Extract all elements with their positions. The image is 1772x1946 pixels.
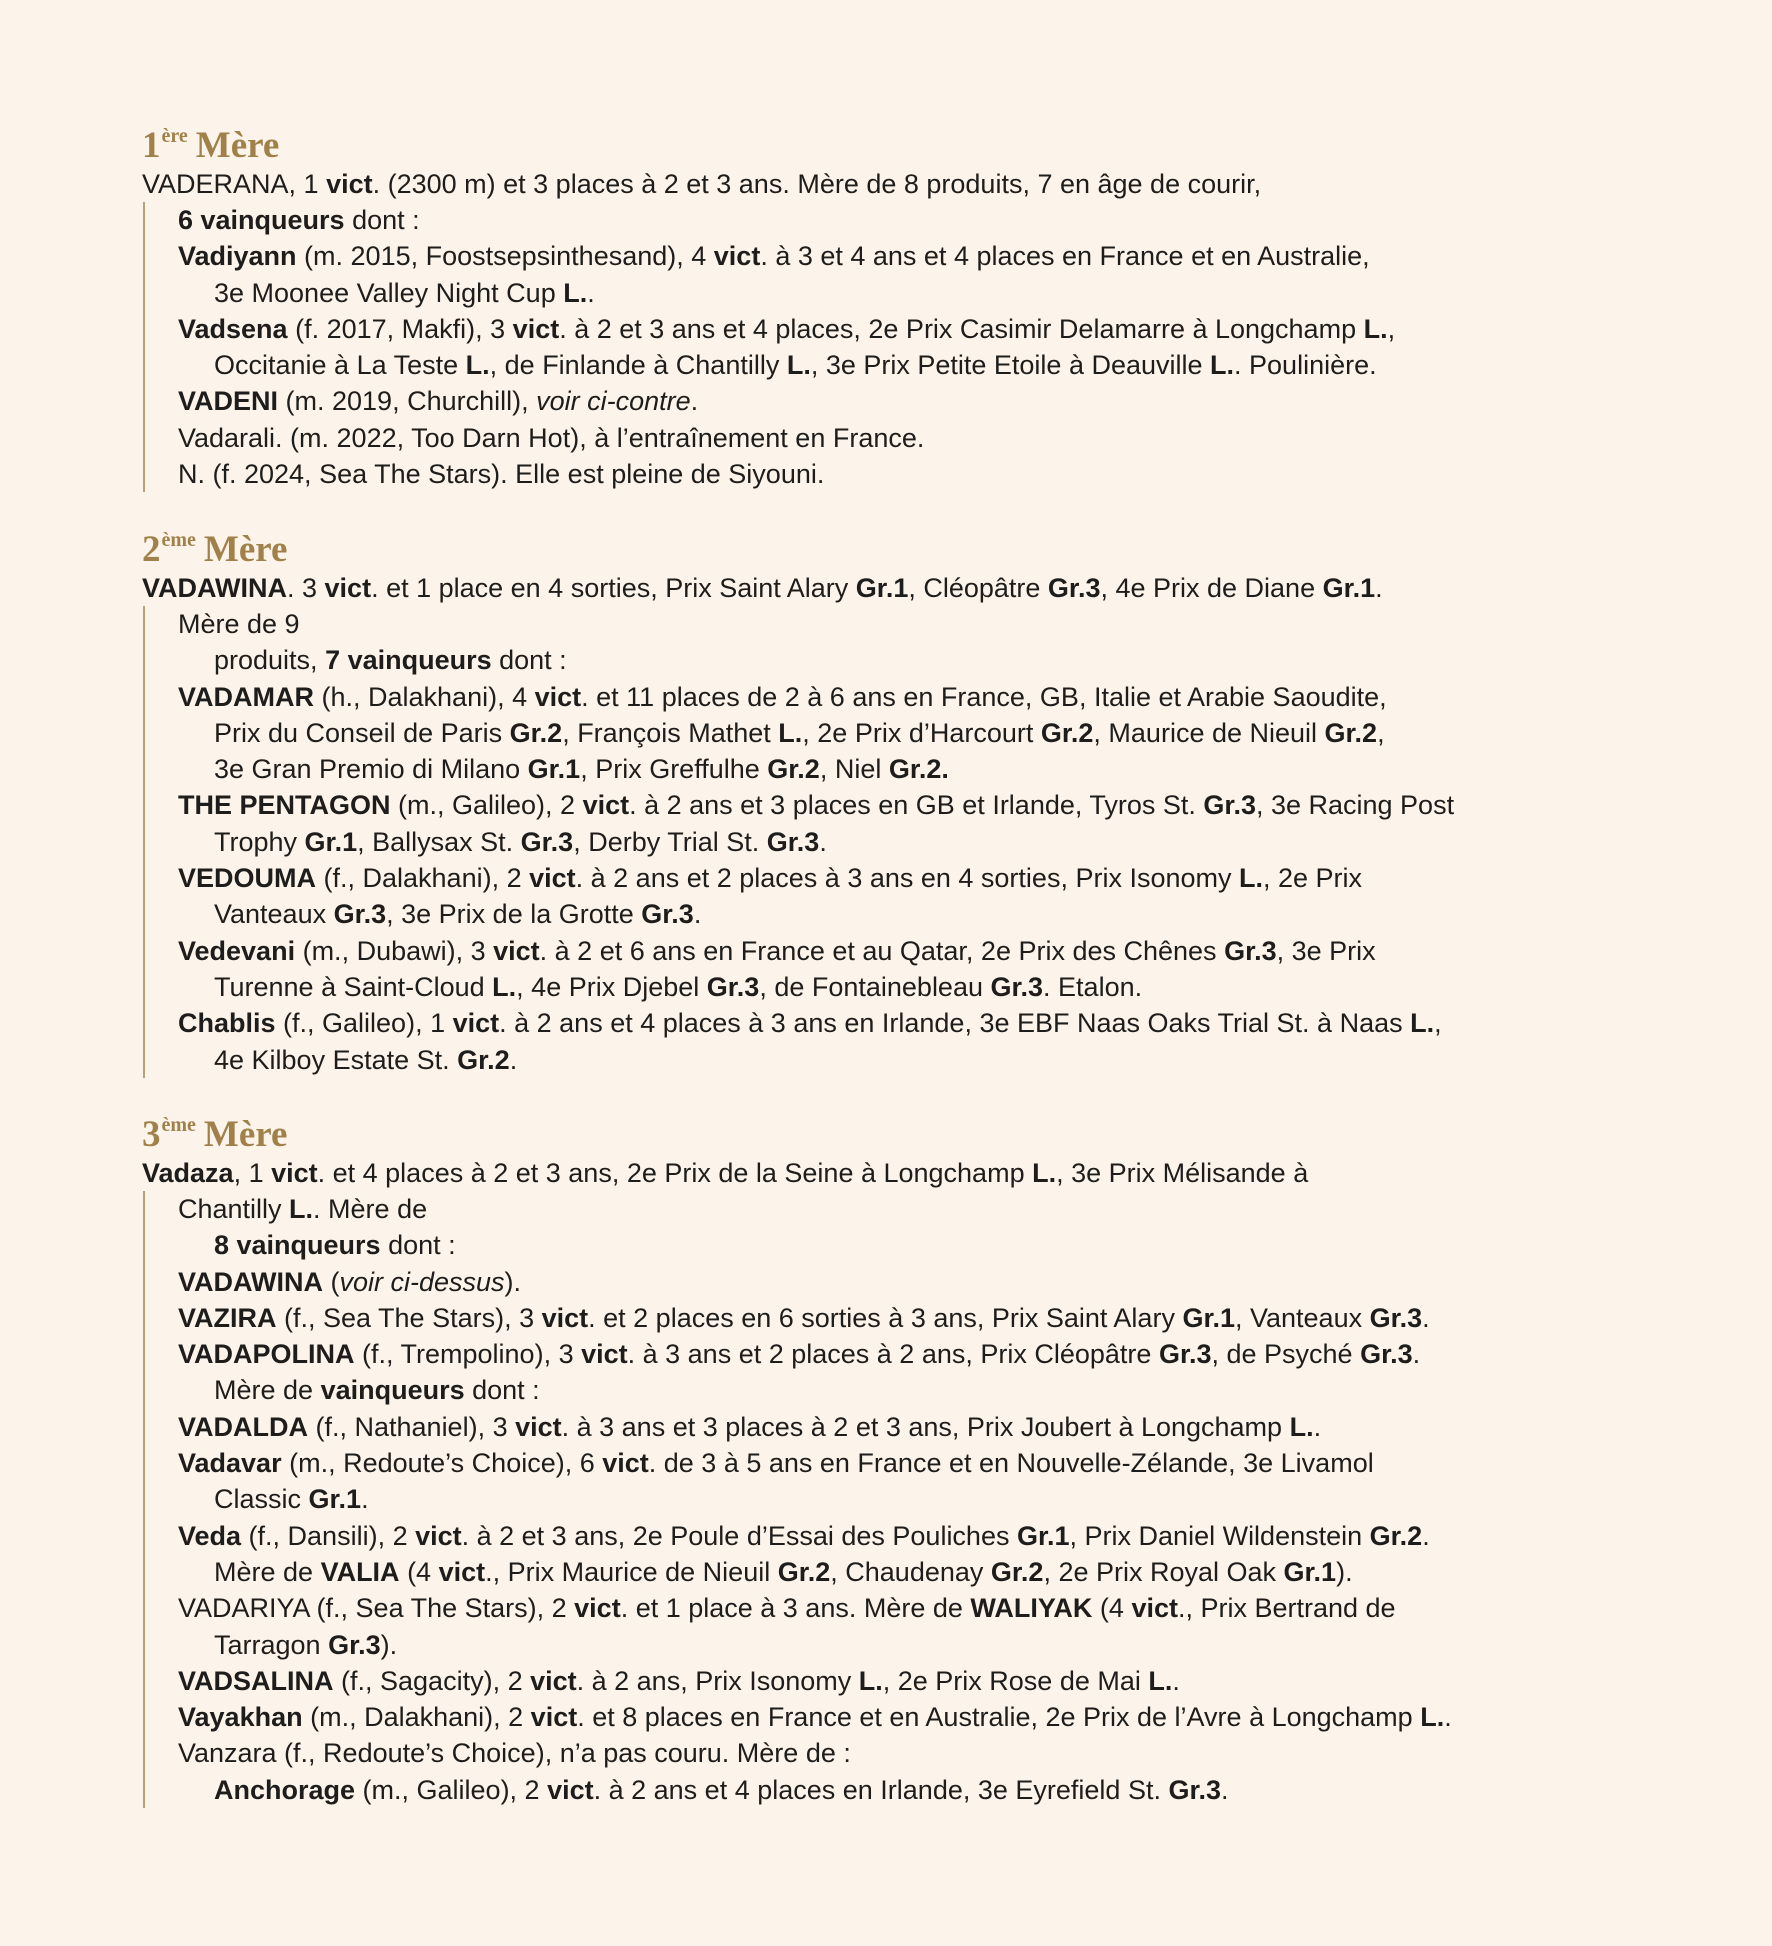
indent-rule [143, 606, 145, 1078]
bold-run: vict [602, 1448, 649, 1479]
entry-line [178, 1445, 1702, 1481]
text-run: Prix du Conseil de Paris [214, 717, 510, 748]
text-run: , [1377, 717, 1385, 748]
bold-run: Gr.2 [509, 717, 563, 748]
text-run: VADERANA, 1 [142, 169, 327, 199]
text-run: , 3e Prix de la Grotte [386, 899, 642, 930]
text-run: . [1221, 1774, 1229, 1805]
bold-run: L. [778, 717, 803, 748]
text-run: . à 2 ans, Prix Isonomy [576, 1665, 859, 1696]
bold-run: Gr.1 [855, 573, 909, 603]
text-run: (m. 2019, Churchill), [278, 386, 537, 417]
bold-run: Gr.3 [328, 1629, 381, 1660]
text-run: (m., Redoute’s Choice), 6 [281, 1448, 603, 1479]
entry-continuation-line [178, 1481, 1702, 1517]
bold-run: Gr.3 [1360, 1339, 1413, 1370]
text-run: dont : [491, 645, 567, 676]
text-run: , Maurice de Nieuil [1093, 717, 1325, 748]
entry-continuation-line [178, 1772, 1702, 1808]
text-run: Turenne à Saint-Cloud [214, 971, 493, 1002]
entry-line [178, 202, 1702, 238]
bold-run: L. [492, 971, 517, 1002]
entry-continuation-line [178, 751, 1702, 787]
text-run: , 3e Racing Post [1255, 790, 1455, 821]
entry-line [178, 1264, 1702, 1300]
text-run: (m., Galileo), 2 [390, 790, 583, 821]
text-run: ., Prix Bertrand de [1177, 1593, 1396, 1624]
bold-run: vict [324, 573, 372, 603]
entry-line [178, 679, 1702, 715]
text-run: VADARIYA (f., Sea The Stars), 2 [178, 1593, 575, 1624]
bold-run: L. [1420, 1702, 1445, 1733]
bold-run: vict [581, 1339, 628, 1370]
text-run: , Chaudenay [830, 1556, 991, 1587]
bold-run: VADAPOLINA [178, 1339, 355, 1370]
bold-run: Gr.1 [304, 826, 358, 857]
text-run: . [690, 386, 699, 417]
bold-run: Gr.3 [1158, 1339, 1212, 1370]
bold-run: vict [515, 1411, 562, 1442]
text-run: . [1422, 1520, 1430, 1551]
entry-line [178, 1336, 1702, 1372]
text-run: . [1422, 1302, 1430, 1333]
text-run: Mère de [214, 1556, 321, 1587]
bold-run: Gr.2 [1324, 717, 1378, 748]
bold-run: Gr.1 [1283, 1556, 1337, 1587]
produce-list [142, 1191, 1702, 1808]
entry-line [178, 383, 1702, 419]
text-run: (f., Dansili), 2 [241, 1520, 416, 1551]
text-run: , Cléopâtre [908, 573, 1048, 603]
text-run: Vadarali. (m. 2022, Too Darn Hot), à l’entraînement en France. [178, 422, 925, 453]
text-run: . et 11 places de 2 à 6 ans en France, GB, Italie et Arabie Saoudite, [581, 681, 1387, 712]
text-run: , 1 [233, 1158, 272, 1188]
indent-rule [143, 1191, 145, 1808]
text-run: ). [1336, 1556, 1353, 1587]
entry-line [178, 1663, 1702, 1699]
entry-continuation-line [178, 1227, 1702, 1263]
bold-run: Gr.3 [1047, 573, 1101, 603]
bold-run: L. [1410, 1008, 1435, 1039]
text-run: dont : [344, 205, 420, 235]
entry-continuation-line [178, 896, 1702, 932]
bold-run: Gr.1 [308, 1484, 362, 1515]
text-run: Trophy [214, 826, 305, 857]
bold-run: Gr.1 [1016, 1520, 1070, 1551]
entry-line [178, 238, 1702, 274]
text-run: ). [380, 1629, 398, 1660]
bold-run: vict [713, 241, 761, 272]
text-run: . [693, 899, 702, 930]
bold-run: Gr.2 [777, 1556, 831, 1587]
text-run: 3e Gran Premio di Milano [214, 754, 528, 785]
bold-run: VAZIRA [178, 1302, 277, 1333]
bold-run: Vadsena [178, 313, 288, 344]
text-run: . 3 [287, 573, 325, 603]
entry-line [178, 787, 1702, 823]
text-run: ). [504, 1266, 522, 1297]
text-run: . [1172, 1665, 1180, 1696]
text-run: . Mère de [313, 1194, 428, 1224]
bold-run: VALIA [320, 1556, 400, 1587]
italic-run: voir ci-dessus [339, 1266, 505, 1297]
text-run: , 4e Prix de Diane [1100, 573, 1323, 603]
text-run: (f. 2017, Makfi), 3 [287, 313, 513, 344]
text-run: . et 4 places à 2 et 3 ans, 2e Prix de la Seine à Longchamp [317, 1158, 1033, 1188]
section-1ere-mere [142, 126, 1702, 492]
entry-line [178, 1005, 1702, 1041]
entry-continuation-line [178, 275, 1702, 311]
bold-run: Gr.2 [1369, 1520, 1423, 1551]
text-run: , [1387, 313, 1396, 344]
text-run: . de 3 à 5 ans en France et en Nouvelle-Zélande, 3e Livamol [648, 1448, 1374, 1479]
text-run: . à 3 ans et 2 places à 2 ans, Prix Cléopâtre [627, 1339, 1159, 1370]
bold-run: L. [1210, 350, 1235, 381]
bold-run: vict [452, 1008, 500, 1039]
text-run: (f., Dalakhani), 2 [316, 863, 530, 894]
bold-run: vict [438, 1556, 486, 1587]
bold-run: Gr.2 [1040, 717, 1094, 748]
italic-run: voir ci-contre [536, 386, 691, 417]
bold-run: vict [574, 1593, 621, 1624]
bold-run: vict [547, 1774, 594, 1805]
text-run: , 2e Prix Royal Oak [1043, 1556, 1284, 1587]
bold-run: L. [858, 1665, 883, 1696]
bold-run: L. [289, 1194, 314, 1224]
entry-continuation-line [178, 1627, 1702, 1663]
entry-line [178, 456, 1702, 492]
text-run: , 3e Prix Mélisande à [1056, 1158, 1309, 1188]
text-run: , Ballysax St. [357, 826, 521, 857]
entry-line [178, 1590, 1702, 1626]
text-run: , 3e Prix Petite Etoile à Deauville [810, 350, 1211, 381]
text-run: . Etalon. [1043, 971, 1143, 1002]
bold-run: Gr.2 [767, 754, 820, 785]
entry-line [178, 1191, 1702, 1227]
bold-run: Gr.2 [457, 1044, 510, 1075]
text-run: , de Psyché [1211, 1339, 1361, 1370]
text-run: , Derby Trial St. [573, 826, 767, 857]
text-run: . à 2 ans et 2 places à 3 ans en 4 sorties, Prix Isonomy [575, 863, 1239, 894]
entry-line [178, 311, 1702, 347]
text-run: . Poulinière. [1234, 350, 1377, 381]
section-heading: 3ème Mère [142, 1114, 288, 1155]
section-2eme-mere [142, 530, 1702, 1078]
text-run: ., Prix Maurice de Nieuil [485, 1556, 778, 1587]
bold-run: Gr.1 [1322, 573, 1376, 603]
bold-run: vict [534, 681, 582, 712]
text-run: . à 3 et 4 ans et 4 places en France et en Australie, [760, 241, 1370, 272]
text-run: (m. 2015, Foostsepsinthesand), 4 [296, 241, 714, 272]
bold-run: Gr.3 [520, 826, 574, 857]
text-run: , 4e Prix Djebel [516, 971, 707, 1002]
bold-run: Gr.1 [1182, 1302, 1235, 1333]
text-run: . [1412, 1339, 1421, 1370]
bold-run: vainqueurs [320, 1375, 465, 1406]
text-run: 4e Kilboy Estate St. [214, 1044, 458, 1075]
bold-run: L. [786, 350, 811, 381]
bold-run: L. [1032, 1158, 1057, 1188]
text-run: . [509, 1044, 518, 1075]
entry-line [178, 1409, 1702, 1445]
dam-intro [142, 166, 1702, 202]
bold-run: Gr.2. [888, 754, 949, 785]
text-run: , 2e Prix d’Harcourt [802, 717, 1041, 748]
text-run: . à 3 ans et 3 places à 2 et 3 ans, Prix Joubert à Longchamp [561, 1411, 1290, 1442]
bold-run: Gr.3 [641, 899, 694, 930]
entry-line [178, 1300, 1702, 1336]
entry-line [178, 606, 1702, 642]
bold-run: Vedevani [178, 935, 296, 966]
text-run: , de Finlande à Chantilly [489, 350, 787, 381]
text-run: . et 2 places en 6 sorties à 3 ans, Prix Saint Alary [588, 1302, 1183, 1333]
text-run: 3e Moonee Valley Night Cup [214, 277, 564, 308]
text-run: Vanteaux [214, 899, 334, 930]
text-run: Classic [214, 1484, 309, 1515]
text-run: , 2e Prix Rose de Mai [882, 1665, 1149, 1696]
bold-run: Anchorage [214, 1774, 356, 1805]
text-run: (f., Sagacity), 2 [333, 1665, 531, 1696]
entry-line [178, 1699, 1702, 1735]
bold-run: L. [1289, 1411, 1314, 1442]
entry-continuation-line [178, 1372, 1702, 1408]
entry-continuation-line [178, 642, 1702, 678]
bold-run: vict [529, 863, 576, 894]
text-run: (h., Dalakhani), 4 [314, 681, 535, 712]
entry-continuation-line [178, 1042, 1702, 1078]
text-run: , Prix Daniel Wildenstein [1069, 1520, 1370, 1551]
text-run: . à 2 et 3 ans, 2e Poule d’Essai des Pouliches [461, 1520, 1017, 1551]
bold-run: vict [1131, 1593, 1178, 1624]
text-run: . à 2 et 6 ans en France et au Qatar, 2e Prix des Chênes [539, 935, 1225, 966]
bold-run: L. [1363, 313, 1388, 344]
bold-run: VADAMAR [178, 681, 314, 712]
text-run: . à 2 ans et 3 places en GB et Irlande, Tyros St. [629, 790, 1204, 821]
entry-continuation-line [178, 824, 1702, 860]
text-run: Occitanie à La Teste [214, 350, 466, 381]
bold-run: Vadavar [178, 1448, 282, 1479]
bold-run: Vayakhan [178, 1702, 303, 1733]
bold-run: Gr.1 [527, 754, 581, 785]
bold-run: 8 vainqueurs [214, 1230, 381, 1261]
bold-run: THE PENTAGON [178, 790, 391, 821]
section-heading: 1ère Mère [142, 125, 280, 166]
bold-run: vict [271, 1158, 318, 1188]
bold-run: Gr.3 [1369, 1302, 1423, 1333]
text-run: (m., Dubawi), 3 [295, 935, 494, 966]
text-run: . à 2 et 3 ans et 4 places, 2e Prix Casimir Delamarre à Longchamp [559, 313, 1364, 344]
text-run: . [587, 277, 595, 308]
text-run: , 3e Prix [1276, 935, 1376, 966]
text-run: . [1313, 1411, 1322, 1442]
text-run: (f., Trempolino), 3 [354, 1339, 582, 1370]
entry-line [178, 1518, 1702, 1554]
text-run: produits, [214, 645, 326, 676]
text-run: . [1444, 1702, 1452, 1733]
bold-run: vict [326, 169, 373, 199]
bold-run: VEDOUMA [178, 863, 317, 894]
text-run: , Niel [819, 754, 889, 785]
text-run: . [1375, 573, 1383, 603]
produce-list [142, 606, 1702, 1078]
section-heading: 2ème Mère [142, 529, 288, 570]
text-run: , de Fontainebleau [759, 971, 991, 1002]
bold-run: Gr.2 [990, 1556, 1044, 1587]
text-run: Tarragon [214, 1629, 329, 1660]
text-run: . [819, 826, 827, 857]
bold-run: Veda [178, 1520, 242, 1551]
indent-rule [143, 202, 145, 492]
text-run: , Prix Greffulhe [580, 754, 768, 785]
entry-continuation-line [178, 1554, 1702, 1590]
text-run: Mère de [214, 1375, 321, 1406]
entry-line [178, 1735, 1702, 1771]
text-run: Mère de 9 [178, 609, 300, 639]
bold-run: Gr.3 [1168, 1774, 1222, 1805]
bold-run: Gr.3 [706, 971, 760, 1002]
dam-intro [142, 570, 1702, 606]
text-run: N. (f. 2024, Sea The Stars). Elle est pleine de Siyouni. [178, 459, 825, 490]
bold-run: L. [465, 350, 490, 381]
section-3eme-mere [142, 1115, 1702, 1808]
entry-line [178, 860, 1702, 896]
text-run: (m., Dalakhani), 2 [302, 1702, 531, 1733]
bold-run: L. [1148, 1665, 1173, 1696]
text-run: . à 2 ans et 4 places à 3 ans en Irlande, 3e EBF Naas Oaks Trial St. à Naas [499, 1008, 1411, 1039]
text-run: , François Mathet [562, 717, 779, 748]
text-run: ( [323, 1266, 340, 1297]
produce-list [142, 202, 1702, 492]
text-run: (m., Galileo), 2 [355, 1774, 548, 1805]
bold-run: L. [563, 277, 588, 308]
bold-run: Gr.3 [990, 971, 1044, 1002]
bold-run: vict [493, 935, 540, 966]
bold-run: Vadiyann [178, 241, 297, 272]
text-run: , Vanteaux [1235, 1302, 1370, 1333]
text-run: (4 [1092, 1593, 1132, 1624]
text-run: (f., Nathaniel), 3 [308, 1411, 516, 1442]
text-run: , 2e Prix [1263, 863, 1363, 894]
bold-run: VADALDA [178, 1411, 308, 1442]
text-run: . à 2 ans et 4 places en Irlande, 3e Eyrefield St. [593, 1774, 1169, 1805]
text-run: Vanzara (f., Redoute’s Choice), n’a pas couru. Mère de : [178, 1738, 851, 1769]
bold-run: Gr.3 [766, 826, 820, 857]
bold-run: vict [530, 1665, 577, 1696]
text-run: Chantilly [178, 1194, 290, 1224]
text-run: . et 1 place en 4 sorties, Prix Saint Alary [371, 573, 856, 603]
bold-run: Chablis [178, 1008, 276, 1039]
bold-run: Gr.3 [1203, 790, 1256, 821]
bold-run: vict [512, 313, 560, 344]
bold-run: VADAWINA [142, 573, 287, 603]
bold-run: WALIYAK [970, 1593, 1093, 1624]
bold-run: 7 vainqueurs [325, 645, 492, 676]
text-run: , [1434, 1008, 1442, 1039]
text-run: . et 8 places en France et en Australie, 2e Prix de l’Avre à Longchamp [577, 1702, 1421, 1733]
dam-intro [142, 1155, 1702, 1191]
entry-line [178, 933, 1702, 969]
bold-run: VADENI [178, 386, 279, 417]
text-run: . et 1 place à 3 ans. Mère de [620, 1593, 971, 1624]
bold-run: vict [541, 1302, 589, 1333]
entry-continuation-line [178, 715, 1702, 751]
text-run: (f., Sea The Stars), 3 [276, 1302, 542, 1333]
bold-run: Gr.3 [333, 899, 387, 930]
bold-run: vict [530, 1702, 578, 1733]
entry-continuation-line [178, 347, 1702, 383]
bold-run: Gr.3 [1224, 935, 1277, 966]
bold-run: L. [1239, 863, 1263, 894]
text-run: . [361, 1484, 369, 1515]
bold-run: 6 vainqueurs [178, 205, 345, 235]
text-run: (4 [399, 1556, 439, 1587]
text-run: (f., Galileo), 1 [275, 1008, 453, 1039]
bold-run: VADAWINA [178, 1266, 323, 1297]
bold-run: VADSALINA [178, 1665, 334, 1696]
entry-line [178, 420, 1702, 456]
bold-run: vict [415, 1520, 462, 1551]
bold-run: vict [582, 790, 630, 821]
text-run: dont : [380, 1230, 456, 1261]
bold-run: Vadaza [142, 1158, 234, 1188]
text-run: dont : [464, 1375, 540, 1406]
text-run: . (2300 m) et 3 places à 2 et 3 ans. Mère de 8 produits, 7 en âge de courir, [372, 169, 1262, 199]
entry-continuation-line [178, 969, 1702, 1005]
